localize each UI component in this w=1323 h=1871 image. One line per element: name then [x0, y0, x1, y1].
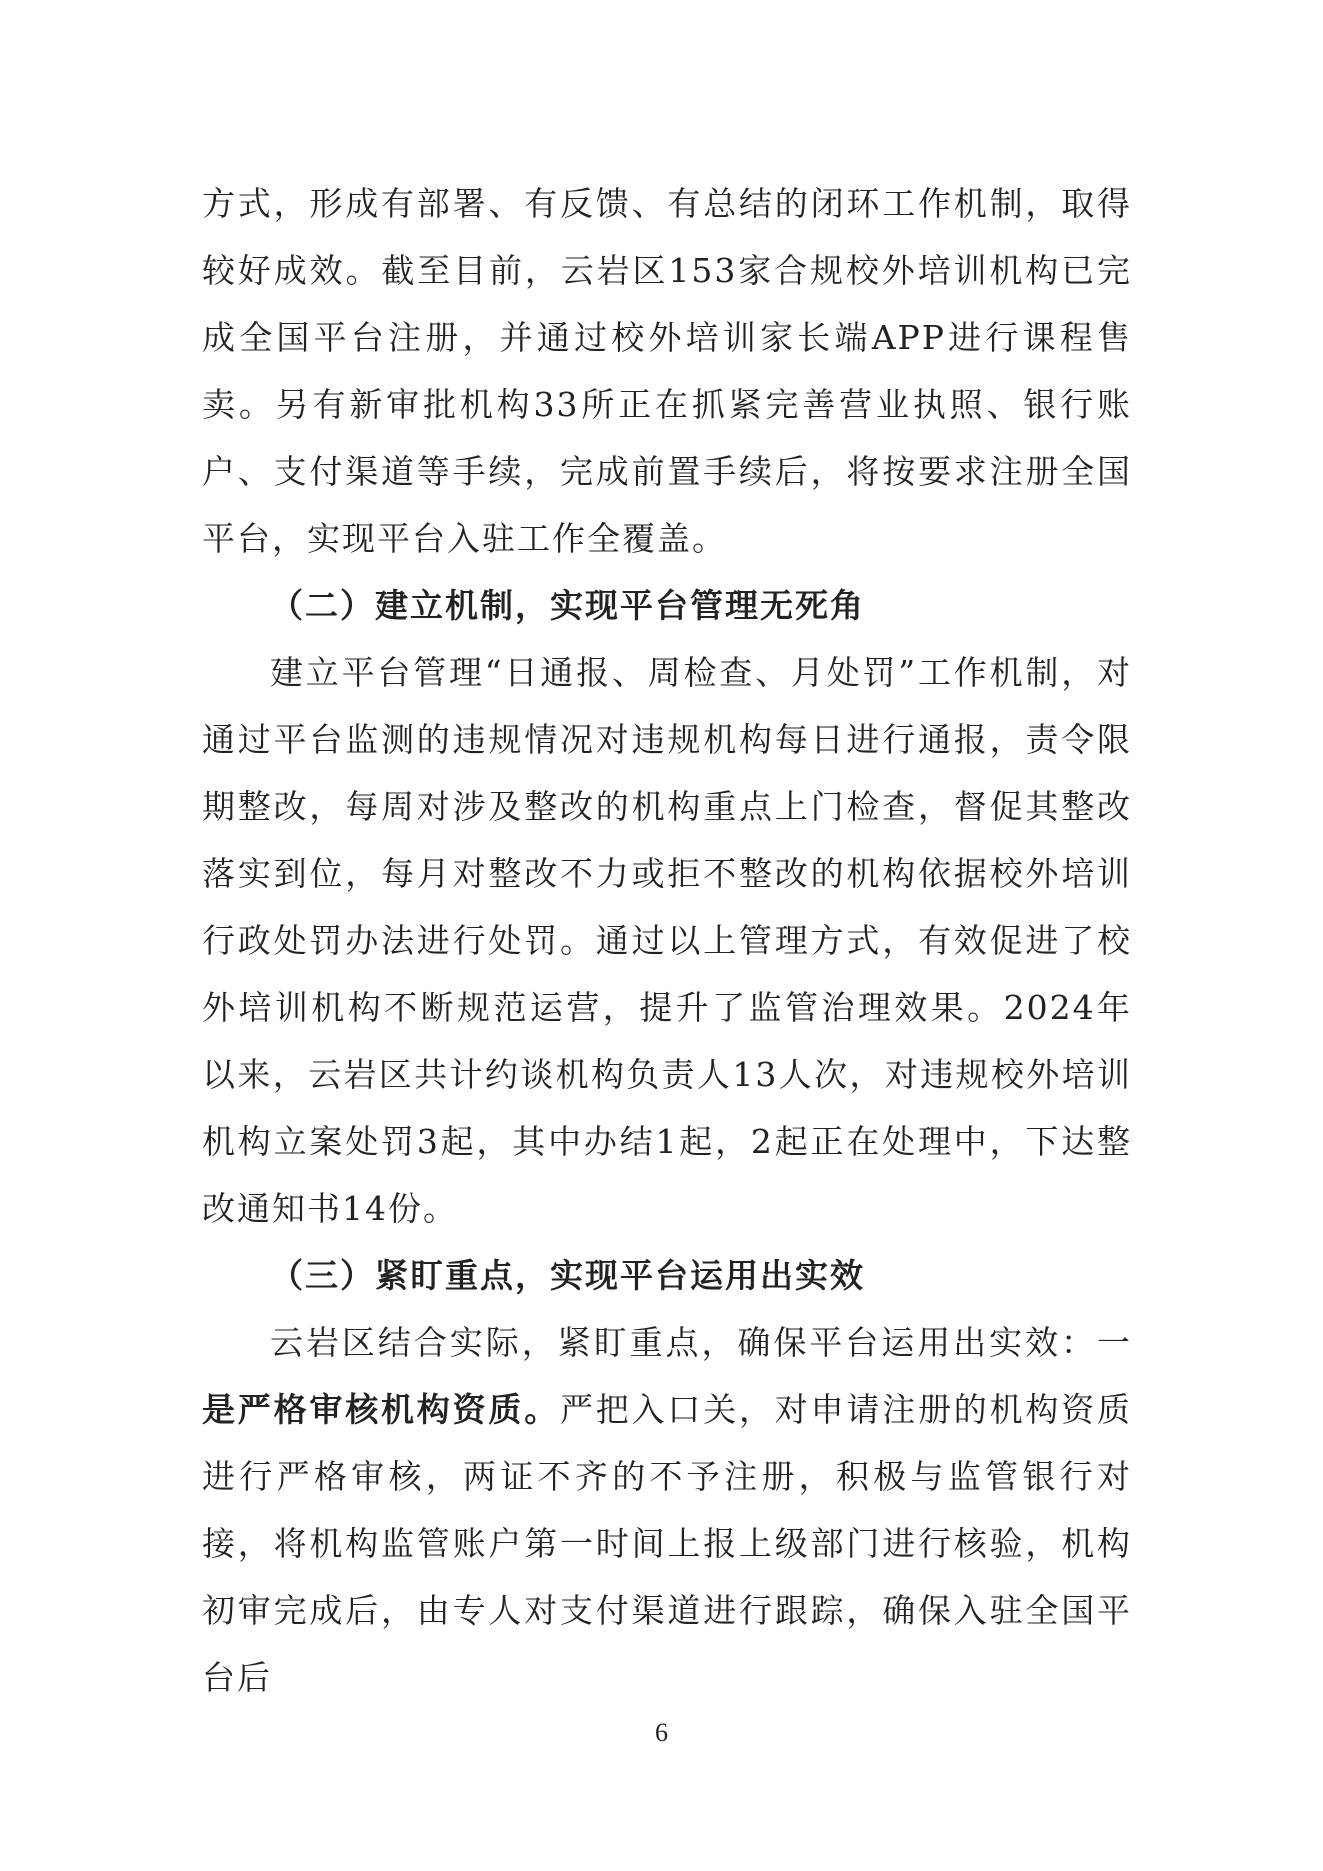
page-number: 6: [655, 1718, 668, 1747]
paragraph-mechanism: 建立平台管理“日通报、周检查、月处罚”工作机制，对通过平台监测的违规情况对违规机构每日进行通报，责令限期整改，每周对涉及整改的机构重点上门检查，督促其整改落实到位，每月对整改不力或拒不整改的机构依据校外培训行政处罚办法进行处罚。通过以上管理方式，有效促进了校外培训机构不断规范运营，提升了监管治理效果。2024年以来，云岩区共计约谈机构负责人13人次，对违规校外培训机构立案处罚3起，其中办结1起，2起正在处理中，下达整改通知书14份。: [202, 653, 1132, 1228]
paragraph-focus: [202, 1309, 1132, 1711]
paragraph-focus-bold-lead: 是严格审核机构资质。: [202, 1390, 560, 1429]
section-heading-2: （二）建立机制，实现平台管理无死角: [270, 586, 865, 625]
paragraph-continuation: 方式，形成有部署、有反馈、有总结的闭环工作机制，取得较好成效。截至目前，云岩区153家合规校外培训机构已完成全国平台注册，并通过校外培训家长端APP进行课程售卖。另有新审批机构33所正在抓紧完善营业执照、银行账户、支付渠道等手续，完成前置手续后，将按要求注册全国平台，实现平台入驻工作全覆盖。: [202, 184, 1132, 558]
section-heading-3: （三）紧盯重点，实现平台运用出实效: [270, 1256, 865, 1295]
document-body: [202, 170, 1132, 1711]
paragraph-focus-rest: 严把入口关，对申请注册的机构资质进行严格审核，两证不齐的不予注册，积极与监管银行对接，将机构监管账户第一时间上报上级部门进行核验，机构初审完成后，由专人对支付渠道进行跟踪，确保入驻全国平台后: [202, 1390, 1133, 1697]
paragraph-focus-intro: 云岩区结合实际，紧盯重点，确保平台运用出实效：一: [270, 1323, 1132, 1362]
